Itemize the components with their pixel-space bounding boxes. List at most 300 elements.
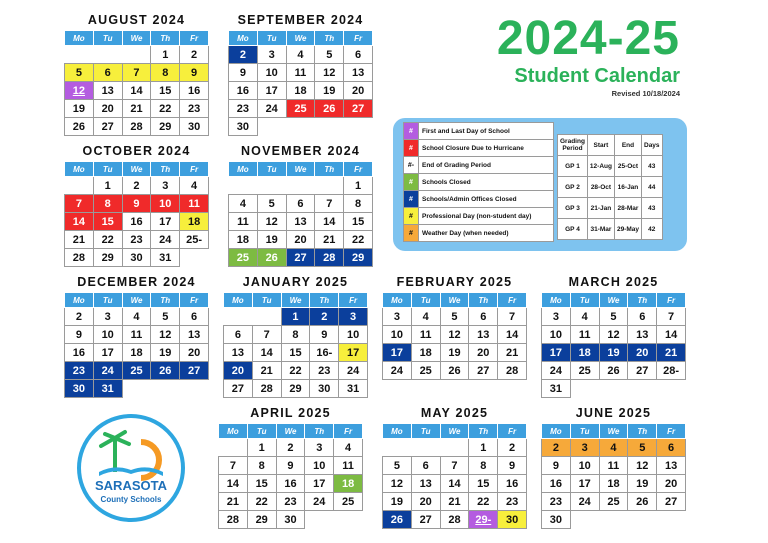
weekday-header: Th	[151, 162, 180, 177]
day-cell: 25	[599, 493, 628, 511]
day-cell: 26	[440, 362, 469, 380]
week-row	[65, 64, 209, 82]
day-cell: 26	[257, 249, 286, 267]
weekday-header: Tu	[252, 293, 281, 308]
day-cell: 8	[469, 457, 498, 475]
week-row	[542, 457, 686, 475]
day-cell: 11	[411, 326, 440, 344]
sarasota-county-schools-logo	[75, 412, 187, 524]
day-cell: 14	[65, 213, 94, 231]
day-cell: 29	[93, 249, 122, 267]
month-grid	[382, 292, 527, 380]
day-cell: 21	[65, 231, 94, 249]
day-cell: 15	[151, 82, 180, 100]
day-cell: 5	[257, 195, 286, 213]
day-cell: 23	[276, 493, 305, 511]
week-row	[229, 195, 373, 213]
week-row	[383, 326, 527, 344]
month-title: JANUARY 2025	[242, 275, 349, 289]
weekday-header: Tu	[247, 424, 276, 439]
day-cell: 20	[344, 82, 373, 100]
logo-ring	[79, 416, 183, 520]
month-title: APRIL 2025	[250, 406, 331, 420]
week-row	[229, 213, 373, 231]
day-cell: 31	[542, 380, 571, 398]
day-cell: 12	[440, 326, 469, 344]
month-title: AUGUST 2024	[87, 13, 186, 27]
day-cell: 18	[570, 344, 599, 362]
day-cell: 20	[224, 362, 253, 380]
day-cell: 7	[122, 64, 151, 82]
day-cell: 6	[628, 308, 657, 326]
month-grid	[382, 423, 527, 529]
week-row	[224, 380, 368, 398]
day-cell: 1	[93, 177, 122, 195]
month-june-2025	[541, 405, 686, 529]
empty-day-cell	[257, 177, 286, 195]
day-cell: 14	[315, 213, 344, 231]
grading-period-table	[557, 134, 663, 240]
day-cell: 17	[383, 344, 412, 362]
weekday-header: We	[286, 162, 315, 177]
calendar-subtitle: Student Calendar	[514, 65, 680, 87]
day-cell: 27	[344, 100, 373, 118]
week-row	[224, 308, 368, 326]
day-cell: 14	[440, 475, 469, 493]
day-cell: 19	[628, 475, 657, 493]
empty-day-cell	[93, 46, 122, 64]
day-cell: 22	[247, 493, 276, 511]
day-cell: 9	[310, 326, 339, 344]
weekday-header: We	[122, 31, 151, 46]
day-cell: 7	[219, 457, 248, 475]
day-cell: 13	[93, 82, 122, 100]
empty-day-cell	[599, 511, 628, 529]
week-row	[542, 493, 686, 511]
empty-day-cell	[65, 46, 94, 64]
grading-cell: 16-Jan	[614, 177, 641, 198]
day-cell: 27	[93, 118, 122, 136]
weekday-header: Mo	[229, 162, 258, 177]
day-cell: 4	[229, 195, 258, 213]
day-cell: 20	[657, 475, 686, 493]
grading-header: Days	[642, 135, 663, 156]
day-cell: 24	[93, 362, 122, 380]
day-cell: 6	[224, 326, 253, 344]
day-cell: 21	[440, 493, 469, 511]
week-row	[65, 344, 209, 362]
day-cell: 8	[93, 195, 122, 213]
day-cell: 2	[542, 439, 571, 457]
day-cell: 12	[65, 82, 94, 100]
day-cell: 25-	[180, 231, 209, 249]
legend-swatch: #	[404, 174, 419, 191]
legend-table	[403, 122, 554, 242]
month-january-2025	[223, 274, 368, 398]
day-cell: 10	[570, 457, 599, 475]
week-row	[224, 326, 368, 344]
day-cell: 28-	[657, 362, 686, 380]
day-cell: 6	[469, 308, 498, 326]
weekday-header: Mo	[224, 293, 253, 308]
day-cell: 17	[151, 213, 180, 231]
day-cell: 28	[219, 511, 248, 529]
grading-cell: GP 4	[558, 219, 588, 240]
day-cell: 3	[570, 439, 599, 457]
week-row	[219, 475, 363, 493]
month-grid	[64, 161, 209, 267]
day-cell: 13	[469, 326, 498, 344]
week-row	[229, 118, 373, 136]
day-cell: 27	[657, 493, 686, 511]
day-cell: 11	[180, 195, 209, 213]
day-cell: 5	[383, 457, 412, 475]
day-cell: 17	[305, 475, 334, 493]
week-row	[224, 344, 368, 362]
grading-row	[558, 219, 663, 240]
day-cell: 26	[151, 362, 180, 380]
day-cell: 6	[93, 64, 122, 82]
week-row	[65, 46, 209, 64]
week-row	[383, 457, 527, 475]
legend-label: First and Last Day of School	[419, 123, 554, 140]
weekday-header: Fr	[498, 424, 527, 439]
day-cell: 14	[498, 326, 527, 344]
day-cell: 26	[628, 493, 657, 511]
legend-swatch: #	[404, 140, 419, 157]
day-cell: 19	[383, 493, 412, 511]
weekday-header: We	[122, 162, 151, 177]
day-cell: 17	[570, 475, 599, 493]
empty-day-cell	[599, 380, 628, 398]
weekday-header: Th	[151, 31, 180, 46]
day-cell: 7	[498, 308, 527, 326]
empty-day-cell	[440, 439, 469, 457]
day-cell: 30	[542, 511, 571, 529]
weekday-header: Tu	[93, 162, 122, 177]
month-october-2024	[64, 143, 209, 267]
week-row	[542, 308, 686, 326]
day-cell: 13	[224, 344, 253, 362]
day-cell: 24	[383, 362, 412, 380]
day-cell: 7	[657, 308, 686, 326]
week-row	[542, 439, 686, 457]
week-row	[65, 308, 209, 326]
logo-text-county-schools: County Schools	[100, 495, 162, 504]
legend-label: End of Grading Period	[419, 157, 554, 174]
day-cell: 25	[122, 362, 151, 380]
weekday-header: We	[440, 424, 469, 439]
weekday-header: Th	[305, 424, 334, 439]
day-cell: 4	[570, 308, 599, 326]
legend-label: Professional Day (non-student day)	[419, 208, 554, 225]
day-cell: 18	[229, 231, 258, 249]
month-title: FEBRUARY 2025	[396, 275, 513, 289]
week-row	[224, 362, 368, 380]
month-title: JUNE 2025	[575, 406, 652, 420]
month-april-2025	[218, 405, 363, 529]
week-row	[65, 362, 209, 380]
day-cell: 27	[628, 362, 657, 380]
grading-cell: 44	[642, 177, 663, 198]
day-cell: 4	[411, 308, 440, 326]
weekday-header: We	[281, 293, 310, 308]
month-title: NOVEMBER 2024	[240, 144, 361, 158]
day-cell: 28	[440, 511, 469, 529]
day-cell: 29	[151, 118, 180, 136]
grading-cell: GP 1	[558, 156, 588, 177]
day-cell: 16	[122, 213, 151, 231]
day-cell: 27	[224, 380, 253, 398]
weekday-header: Tu	[411, 424, 440, 439]
legend-swatch: #	[404, 123, 419, 140]
day-cell: 30	[498, 511, 527, 529]
empty-day-cell	[315, 118, 344, 136]
day-cell: 9	[180, 64, 209, 82]
month-title: MARCH 2025	[568, 275, 659, 289]
weekday-header: Fr	[657, 424, 686, 439]
empty-day-cell	[122, 380, 151, 398]
day-cell: 4	[180, 177, 209, 195]
day-cell: 24	[339, 362, 368, 380]
day-cell: 16	[65, 344, 94, 362]
day-cell: 11	[229, 213, 258, 231]
day-cell: 23	[65, 362, 94, 380]
week-row	[219, 457, 363, 475]
day-cell: 6	[344, 46, 373, 64]
day-cell: 4	[286, 46, 315, 64]
day-cell: 23	[180, 100, 209, 118]
empty-day-cell	[411, 439, 440, 457]
week-row	[65, 100, 209, 118]
empty-day-cell	[657, 380, 686, 398]
weekday-header: We	[440, 293, 469, 308]
grading-cell: GP 2	[558, 177, 588, 198]
empty-day-cell	[219, 439, 248, 457]
day-cell: 3	[339, 308, 368, 326]
month-grid	[228, 30, 373, 136]
day-cell: 20	[628, 344, 657, 362]
weekday-header: Fr	[657, 293, 686, 308]
day-cell: 25	[229, 249, 258, 267]
day-cell: 4	[599, 439, 628, 457]
day-cell: 18	[411, 344, 440, 362]
day-cell: 26	[383, 511, 412, 529]
day-cell: 16	[542, 475, 571, 493]
day-cell: 5	[151, 308, 180, 326]
empty-day-cell	[180, 380, 209, 398]
day-cell: 14	[657, 326, 686, 344]
weekday-header: Fr	[180, 293, 209, 308]
day-cell: 19	[257, 231, 286, 249]
legend-swatch: #-	[404, 157, 419, 174]
day-cell: 9	[65, 326, 94, 344]
day-cell: 12	[315, 64, 344, 82]
week-row	[219, 511, 363, 529]
day-cell: 10	[151, 195, 180, 213]
empty-day-cell	[286, 118, 315, 136]
day-cell: 16	[276, 475, 305, 493]
grading-cell: 21-Jan	[587, 198, 614, 219]
day-cell: 22	[151, 100, 180, 118]
week-row	[383, 493, 527, 511]
day-cell: 13	[628, 326, 657, 344]
day-cell: 7	[252, 326, 281, 344]
month-title: MAY 2025	[420, 406, 489, 420]
week-row	[383, 344, 527, 362]
weekday-header: Mo	[542, 293, 571, 308]
weekday-header: Tu	[93, 31, 122, 46]
day-cell: 26	[599, 362, 628, 380]
day-cell: 21	[122, 100, 151, 118]
day-cell: 10	[93, 326, 122, 344]
day-cell: 31	[151, 249, 180, 267]
day-cell: 9	[542, 457, 571, 475]
grading-cell: 25-Oct	[614, 156, 641, 177]
day-cell: 6	[411, 457, 440, 475]
day-cell: 1	[281, 308, 310, 326]
day-cell: 16	[180, 82, 209, 100]
day-cell: 3	[305, 439, 334, 457]
day-cell: 1	[247, 439, 276, 457]
day-cell: 18	[334, 475, 363, 493]
day-cell: 25	[570, 362, 599, 380]
revised-date: Revised 10/18/2024	[611, 89, 680, 98]
legend-label: Schools Closed	[419, 174, 554, 191]
week-row	[542, 380, 686, 398]
day-cell: 19	[599, 344, 628, 362]
empty-day-cell	[252, 308, 281, 326]
day-cell: 31	[93, 380, 122, 398]
weekday-header: We	[599, 424, 628, 439]
day-cell: 19	[315, 82, 344, 100]
empty-day-cell	[151, 380, 180, 398]
day-cell: 8	[247, 457, 276, 475]
day-cell: 10	[257, 64, 286, 82]
weekday-header: Tu	[93, 293, 122, 308]
weekday-header: Th	[628, 293, 657, 308]
week-row	[65, 118, 209, 136]
day-cell: 24	[257, 100, 286, 118]
grading-cell: GP 3	[558, 198, 588, 219]
day-cell: 5	[65, 64, 94, 82]
day-cell: 10	[383, 326, 412, 344]
month-march-2025	[541, 274, 686, 398]
logo-palm-trunk-icon	[113, 438, 117, 472]
month-august-2024	[64, 12, 209, 136]
weekday-header: Mo	[65, 162, 94, 177]
empty-day-cell	[570, 380, 599, 398]
day-cell: 21	[657, 344, 686, 362]
day-cell: 5	[315, 46, 344, 64]
day-cell: 14	[219, 475, 248, 493]
week-row	[383, 475, 527, 493]
weekday-header: Th	[310, 293, 339, 308]
week-row	[542, 475, 686, 493]
day-cell: 15	[344, 213, 373, 231]
day-cell: 30	[180, 118, 209, 136]
empty-day-cell	[286, 177, 315, 195]
day-cell: 23	[122, 231, 151, 249]
day-cell: 5	[599, 308, 628, 326]
day-cell: 7	[65, 195, 94, 213]
legend-swatch: #	[404, 191, 419, 208]
day-cell: 12	[151, 326, 180, 344]
day-cell: 8	[151, 64, 180, 82]
empty-day-cell	[315, 177, 344, 195]
legend-row	[404, 191, 554, 208]
day-cell: 23	[542, 493, 571, 511]
empty-day-cell	[657, 511, 686, 529]
empty-day-cell	[122, 46, 151, 64]
legend-label: Weather Day (when needed)	[419, 225, 554, 242]
day-cell: 27	[469, 362, 498, 380]
weekday-header: Tu	[411, 293, 440, 308]
day-cell: 20	[180, 344, 209, 362]
weekday-header: Mo	[65, 31, 94, 46]
grading-row	[558, 177, 663, 198]
month-grid	[64, 292, 209, 398]
day-cell: 6	[180, 308, 209, 326]
day-cell: 17	[542, 344, 571, 362]
empty-day-cell	[180, 249, 209, 267]
empty-day-cell	[344, 118, 373, 136]
week-row	[219, 493, 363, 511]
day-cell: 23	[229, 100, 258, 118]
month-grid	[64, 30, 209, 136]
day-cell: 26	[65, 118, 94, 136]
day-cell: 17	[339, 344, 368, 362]
month-grid	[218, 423, 363, 529]
day-cell: 20	[469, 344, 498, 362]
day-cell: 27	[180, 362, 209, 380]
day-cell: 15	[469, 475, 498, 493]
weekday-header: Tu	[257, 31, 286, 46]
week-row	[65, 82, 209, 100]
day-cell: 28	[498, 362, 527, 380]
weekday-header: We	[286, 31, 315, 46]
day-cell: 24	[570, 493, 599, 511]
day-cell: 6	[286, 195, 315, 213]
day-cell: 9	[276, 457, 305, 475]
day-cell: 3	[542, 308, 571, 326]
weekday-header: Mo	[65, 293, 94, 308]
week-row	[229, 231, 373, 249]
day-cell: 12	[383, 475, 412, 493]
weekday-header: Th	[315, 31, 344, 46]
day-cell: 1	[344, 177, 373, 195]
weekday-header: We	[599, 293, 628, 308]
weekday-header: Th	[151, 293, 180, 308]
empty-day-cell	[224, 308, 253, 326]
day-cell: 11	[599, 457, 628, 475]
day-cell: 4	[122, 308, 151, 326]
day-cell: 20	[411, 493, 440, 511]
week-row	[219, 439, 363, 457]
week-row	[229, 64, 373, 82]
weekday-header: Tu	[570, 424, 599, 439]
empty-day-cell	[229, 177, 258, 195]
day-cell: 21	[219, 493, 248, 511]
day-cell: 9	[122, 195, 151, 213]
week-row	[542, 344, 686, 362]
day-cell: 18	[599, 475, 628, 493]
day-cell: 4	[334, 439, 363, 457]
day-cell: 2	[498, 439, 527, 457]
day-cell: 28	[315, 249, 344, 267]
week-row	[65, 195, 209, 213]
week-row	[542, 326, 686, 344]
